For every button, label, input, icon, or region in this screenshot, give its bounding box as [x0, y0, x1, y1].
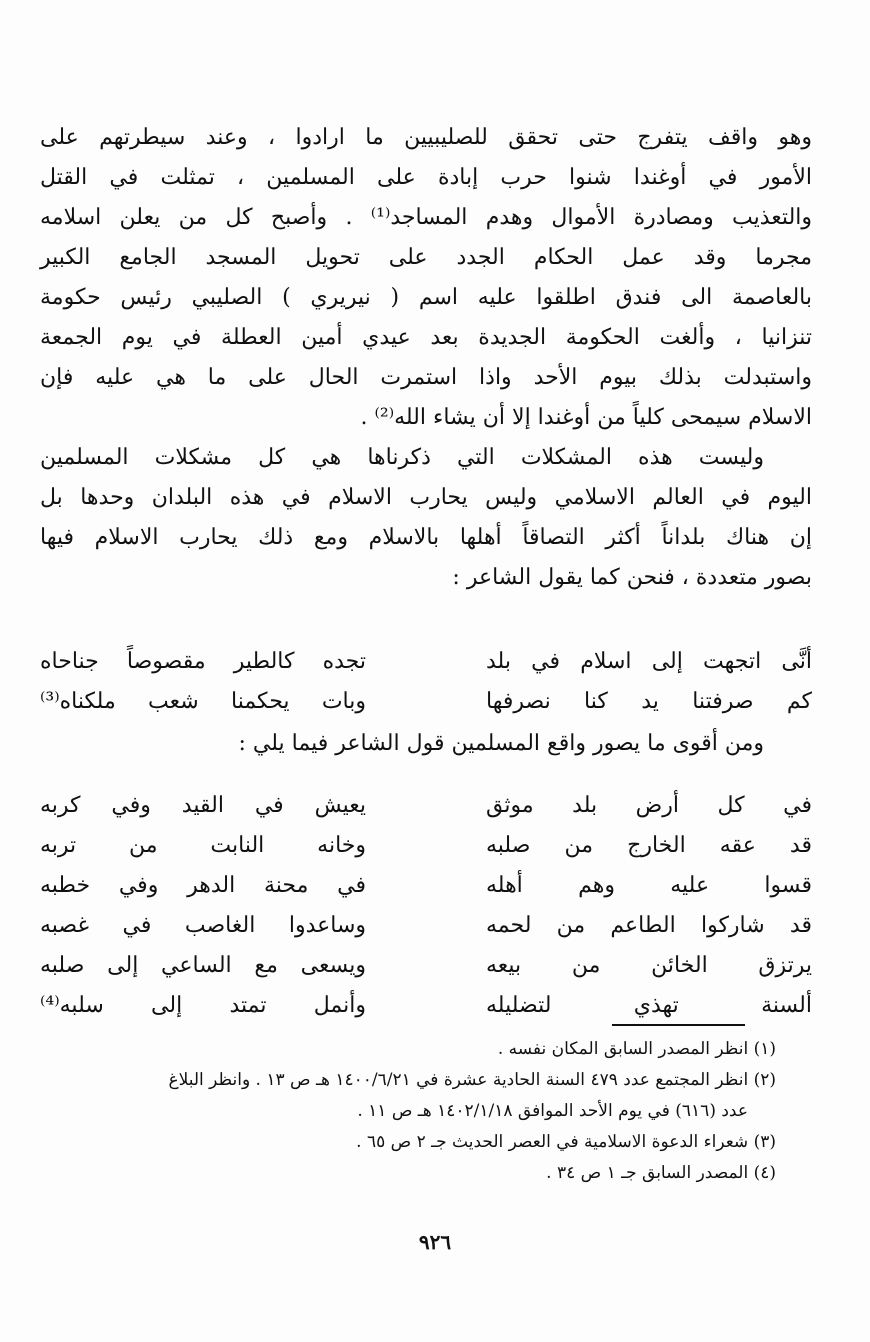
paragraph-2-line-3: إن هناك بلداناً أكثر التصاقاً أهلها بالاسلام ومع ذلك يحارب الاسلام فيها — [40, 525, 812, 550]
poem-1-verse — [40, 682, 812, 722]
paragraph-1-line-4: مجرما وقد عمل الحكام الجدد على تحويل المسجد الجامع الكبير — [40, 245, 812, 270]
footnotes — [40, 1034, 776, 1189]
poem-2-verse-2-second-hemistich: وخانه النابت من تربه — [40, 833, 366, 858]
paragraph-2-line-4: بصور متعددة ، فنحن كما يقول الشاعر : — [452, 565, 812, 590]
poem-2-verse-3-second-hemistich: في محنة الدهر وفي خطبه — [40, 873, 366, 898]
poem-2-verse-3-first-hemistich: قسوا عليه وهم أهله — [486, 873, 812, 898]
bridge-line: ومن أقوى ما يصور واقع المسلمين قول الشاعر فيما يلي : — [238, 731, 764, 756]
poem-2-verse-4-second-hemistich: وساعدوا الغاصب في غصبه — [40, 913, 366, 938]
footnote-2-continued: عدد (٦١٦) في يوم الأحد الموافق ١٤٠٢/١/١٨ هـ ص ١١ . — [357, 1101, 748, 1121]
paragraph-1-line-3: والتعذيب ومصادرة الأموال وهدم المساجد⁽¹⁾ . وأصبح كل من يعلن اسلامه — [40, 205, 813, 230]
poem-2-verse — [40, 786, 812, 826]
paragraph-1-line-8: الاسلام سيمحى كلياً من أوغندا إلا أن يشاء الله⁽²⁾ . — [360, 405, 812, 430]
paragraph-2-line-1: وليست هذه المشكلات التي ذكرناها هي كل مشكلات المسلمين — [40, 445, 764, 470]
bridge-paragraph — [40, 724, 812, 764]
poem-2-verse-1-second-hemistich: يعيش في القيد وفي كربه — [40, 793, 366, 818]
poem-2-verse-5-first-hemistich: يرتزق الخائن من بيعه — [486, 953, 812, 978]
poem-2-verse-1-first-hemistich: في كل أرض بلد موثق — [486, 793, 812, 818]
poem-2-verse — [40, 986, 812, 1026]
paragraph-1-line-6: تنزانيا ، وألغت الحكومة الجديدة بعد عيدي أمين العطلة في يوم الجمعة — [40, 325, 812, 350]
poem-1-verse-1-second-hemistich: تجده كالطير مقصوصاً جناحاه — [40, 649, 366, 674]
poem-1 — [40, 642, 812, 722]
poem-2-verse-2-first-hemistich: قد عقه الخارج من صلبه — [486, 833, 812, 858]
page-number: ٩٢٦ — [418, 1230, 452, 1254]
footnote-1: (١) انظر المصدر السابق المكان نفسه . — [497, 1039, 776, 1059]
poem-1-verse — [40, 642, 812, 682]
paragraph-1-line-5: بالعاصمة الى فندق اطلقوا عليه اسم ( نيريري ) الصليبي رئيس حكومة — [40, 285, 812, 310]
poem-1-verse-1-first-hemistich: أنَّى اتجهت إلى اسلام في بلد — [486, 649, 812, 674]
poem-2-verse-6-first-hemistich: ألسنة تهذي لتضليله — [486, 993, 812, 1018]
paragraph-1-line-7: واستبدلت بذلك بيوم الأحد واذا استمرت الحال على ما هي عليه فإن — [40, 365, 812, 390]
footnote-4: (٤) المصدر السابق جـ ١ ص ٣٤ . — [546, 1163, 776, 1183]
main-text-block — [40, 118, 812, 598]
poem-2-verse-6-second-hemistich: وأنمل تمتد إلى سلبه⁽⁴⁾ — [40, 993, 366, 1018]
poem-2-verse — [40, 826, 812, 866]
poem-1-verse-2-second-hemistich: وبات يحكمنا شعب ملكناه⁽³⁾ — [40, 689, 366, 714]
poem-2-verse-4-first-hemistich: قد شاركوا الطاعم من لحمه — [486, 913, 812, 938]
poem-2-verse — [40, 866, 812, 906]
poem-2 — [40, 786, 812, 1026]
poem-2-verse-5-second-hemistich: ويسعى مع الساعي إلى صلبه — [40, 953, 366, 978]
paragraph-1-line-2: الأمور في أوغندا شنوا حرب إبادة على المسلمين ، تمثلت في القتل — [40, 165, 812, 190]
paragraph-1-line-1: وهو واقف يتفرج حتى تحقق للصليبيين ما ارادوا ، وعند سيطرتهم على — [40, 125, 812, 150]
poem-1-verse-2-first-hemistich: كم صرفتنا يد كنا نصرفها — [486, 689, 812, 714]
poem-2-verse — [40, 946, 812, 986]
paragraph-2-line-2: اليوم في العالم الاسلامي وليس يحارب الاسلام في هذه البلدان وحدها بل — [40, 485, 812, 510]
footnote-divider — [612, 1024, 745, 1026]
footnote-2: (٢) انظر المجتمع عدد ٤٧٩ السنة الحادية عشرة في ١٤٠٠/٦/٢١ هـ ص ١٣ . وانظر البلاغ — [168, 1070, 776, 1090]
footnote-3: (٣) شعراء الدعوة الاسلامية في العصر الحديث جـ ٢ ص ٦٥ . — [356, 1132, 776, 1152]
poem-2-verse — [40, 906, 812, 946]
